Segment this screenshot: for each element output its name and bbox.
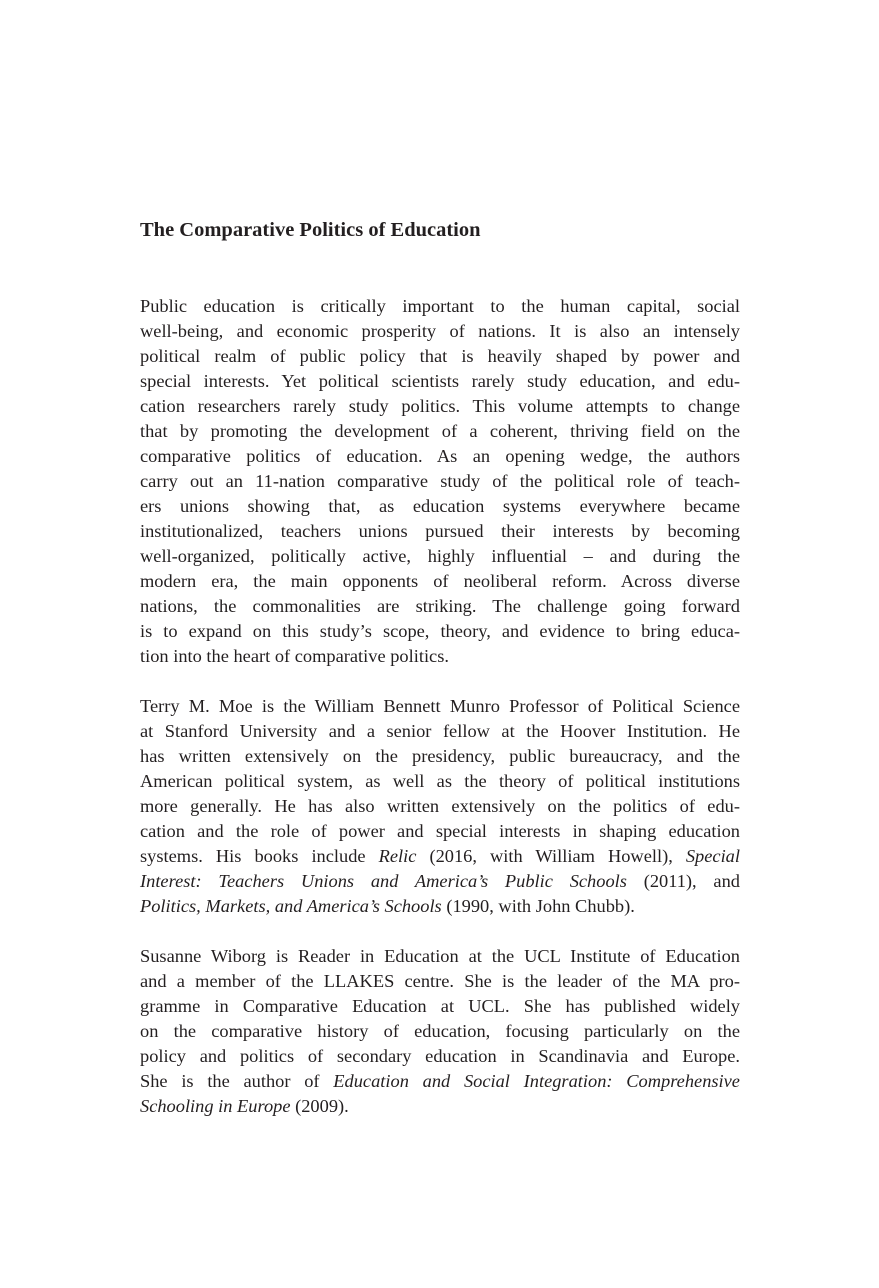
description-line: political realm of public policy that is heavily shaped by power and — [140, 346, 740, 366]
bio-text: (2016, with William Howell), — [416, 846, 686, 866]
bio-line — [140, 1069, 740, 1094]
description-line: well-organized, politically active, highly influential – and during the — [140, 546, 740, 566]
bio-text: (2009). — [290, 1096, 349, 1116]
bio-text: (1990, with John Chubb). — [441, 896, 635, 916]
bio-line: cation and the role of power and special interests in shaping education — [140, 821, 740, 841]
book-title-special-interest: Special — [685, 846, 740, 866]
book-title-education-social-integration: Education and Social Integration: Comprehensive — [333, 1071, 740, 1091]
description-line: nations, the commonalities are striking. The challenge going forward — [140, 596, 740, 616]
bio-text: (2011), and — [626, 871, 740, 891]
bio-text: She is the author of — [140, 1071, 334, 1091]
description-line: modern era, the main opponents of neoliberal reform. Across diverse — [140, 571, 740, 591]
bio-line — [140, 869, 740, 894]
description-line: ers unions showing that, as education systems everywhere became — [140, 496, 740, 516]
bio-line: Terry M. Moe is the William Bennett Munro Professor of Political Science — [140, 696, 740, 716]
book-description — [140, 294, 740, 669]
bio-line — [140, 1094, 740, 1119]
book-title: The Comparative Politics of Education — [140, 219, 481, 241]
bio-line: gramme in Comparative Education at UCL. She has published widely — [140, 996, 740, 1016]
description-line: carry out an 11-nation comparative study of the political role of teach- — [140, 471, 740, 491]
bio-line — [140, 894, 740, 919]
description-line: is to expand on this study’s scope, theory, and evidence to bring educa- — [140, 621, 740, 641]
description-line: that by promoting the development of a coherent, thriving field on the — [140, 421, 740, 441]
description-line: institutionalized, teachers unions pursued their interests by becoming — [140, 521, 740, 541]
bio-line: at Stanford University and a senior fellow at the Hoover Institution. He — [140, 721, 740, 741]
bio-line: Susanne Wiborg is Reader in Education at the UCL Institute of Education — [140, 946, 740, 966]
book-title-relic: Relic — [378, 846, 417, 866]
author-bio-moe — [140, 694, 740, 919]
bio-text: systems. His books include — [140, 846, 379, 866]
book-title-politics-markets: Politics, Markets, and America’s Schools — [140, 896, 442, 916]
description-line: cation researchers rarely study politics. This volume attempts to change — [140, 396, 740, 416]
bio-line: has written extensively on the presidency, public bureaucracy, and the — [140, 746, 740, 766]
bio-line — [140, 844, 740, 869]
description-line: comparative politics of education. As an opening wedge, the authors — [140, 446, 740, 466]
bio-line: on the comparative history of education, focusing particularly on the — [140, 1021, 740, 1041]
bio-line: American political system, as well as the theory of political institutions — [140, 771, 740, 791]
book-title-education-social-integration: Schooling in Europe — [140, 1096, 291, 1116]
bio-line: policy and politics of secondary education in Scandinavia and Europe. — [140, 1046, 740, 1066]
description-line: Public education is critically important to the human capital, social — [140, 296, 740, 316]
description-line: well-being, and economic prosperity of nations. It is also an intensely — [140, 321, 740, 341]
description-line: tion into the heart of comparative politics. — [140, 646, 449, 666]
book-title-special-interest: Interest: Teachers Unions and America’s Public Schools — [140, 871, 627, 891]
bio-line: and a member of the LLAKES centre. She is the leader of the MA pro- — [140, 971, 740, 991]
description-line: special interests. Yet political scientists rarely study education, and edu- — [140, 371, 740, 391]
author-bio-wiborg — [140, 944, 740, 1119]
bio-line: more generally. He has also written extensively on the politics of edu- — [140, 796, 740, 816]
